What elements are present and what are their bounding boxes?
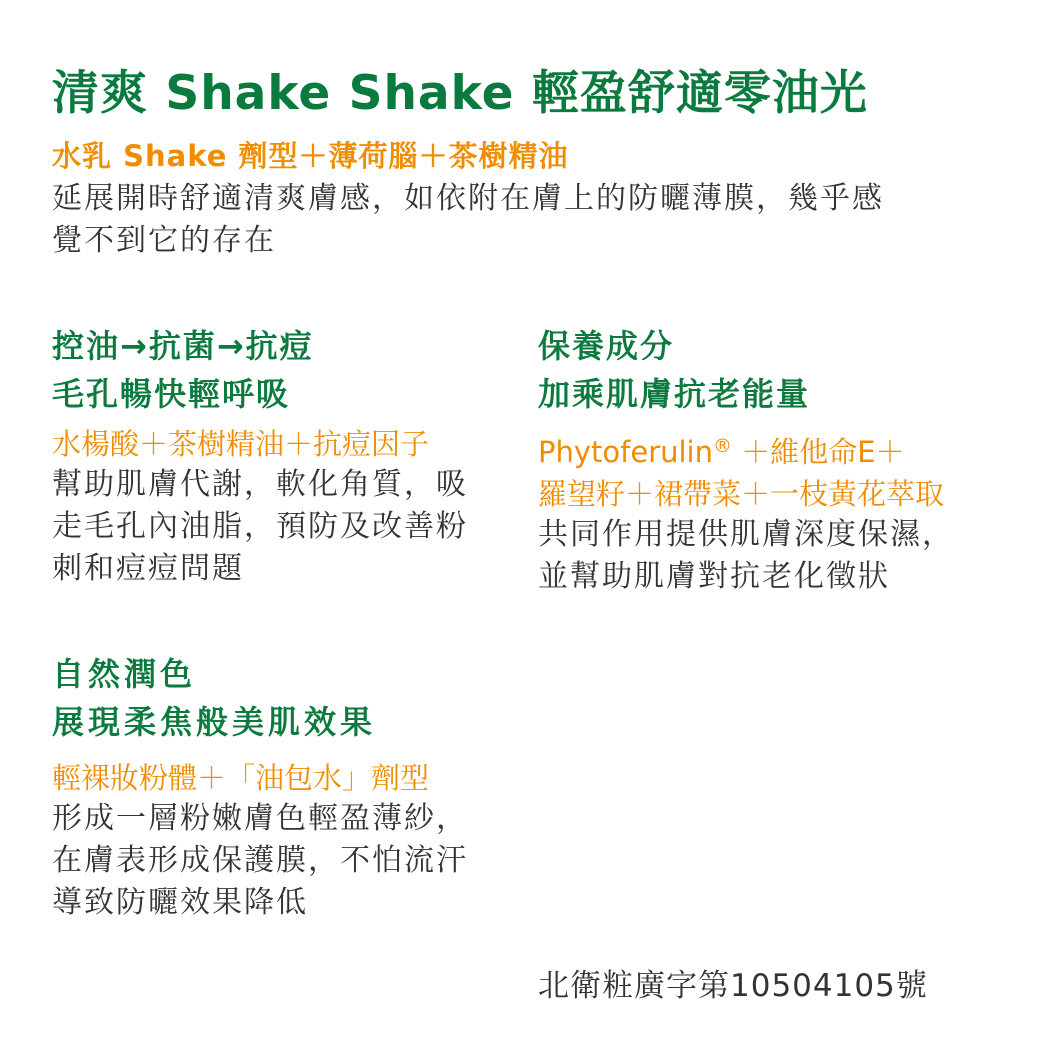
license-number: 北衛粧廣字第10504105號	[538, 968, 928, 1004]
body-line: 共同作用提供肌膚深度保濕，	[538, 517, 954, 552]
heading-line: 保養成分	[538, 327, 675, 365]
ingredient-rest: ＋維他命E＋	[732, 435, 905, 469]
heading-line: 自然潤色	[52, 655, 197, 693]
section-oil-control-body	[52, 464, 468, 590]
section-natural-tint-heading	[52, 650, 376, 746]
section-natural-tint-body	[52, 798, 468, 924]
heading-line: 控油→抗菌→抗痘	[52, 327, 314, 365]
body-line: 並幫助肌膚對抗老化徵狀	[538, 559, 890, 594]
heading-line: 加乘肌膚抗老能量	[538, 375, 811, 413]
section-oil-control-ingredients: 水楊酸＋茶樹精油＋抗痘因子	[52, 427, 430, 461]
body-line: 走毛孔內油脂，預防及改善粉	[52, 509, 468, 544]
intro-text	[52, 178, 992, 262]
subtitle: 水乳 Shake 劑型＋薄荷腦＋茶樹精油	[52, 139, 569, 173]
body-line: 形成一層粉嫩膚色輕盈薄紗，	[52, 801, 468, 836]
section-skincare-body	[538, 514, 954, 598]
heading-line: 展現柔焦般美肌效果	[52, 703, 377, 741]
body-line: 導致防曬效果降低	[52, 885, 308, 920]
registered-mark: ®	[713, 435, 732, 457]
ingredient-phytoferulin: Phytoferulin	[538, 435, 713, 469]
intro-line: 延展開時舒適清爽膚感，如依附在膚上的防曬薄膜，幾乎感	[52, 181, 884, 216]
page-title: 清爽 Shake Shake 輕盈舒適零油光	[52, 66, 868, 121]
section-skincare-ingredients-line1	[538, 430, 905, 471]
heading-line: 毛孔暢快輕呼吸	[52, 375, 291, 413]
body-line: 刺和痘痘問題	[52, 551, 244, 586]
section-skincare-heading	[538, 322, 810, 418]
intro-line: 覺不到它的存在	[52, 223, 276, 258]
body-line: 在膚表形成保護膜，不怕流汗	[52, 843, 468, 878]
section-skincare-ingredients-line2: 羅望籽＋裙帶菜＋一枝黃花萃取	[538, 477, 945, 511]
section-natural-tint-ingredients: 輕裸妝粉體＋「油包水」劑型	[52, 761, 430, 795]
section-oil-control-heading	[52, 322, 314, 418]
body-line: 幫助肌膚代謝，軟化角質，吸	[52, 467, 468, 502]
